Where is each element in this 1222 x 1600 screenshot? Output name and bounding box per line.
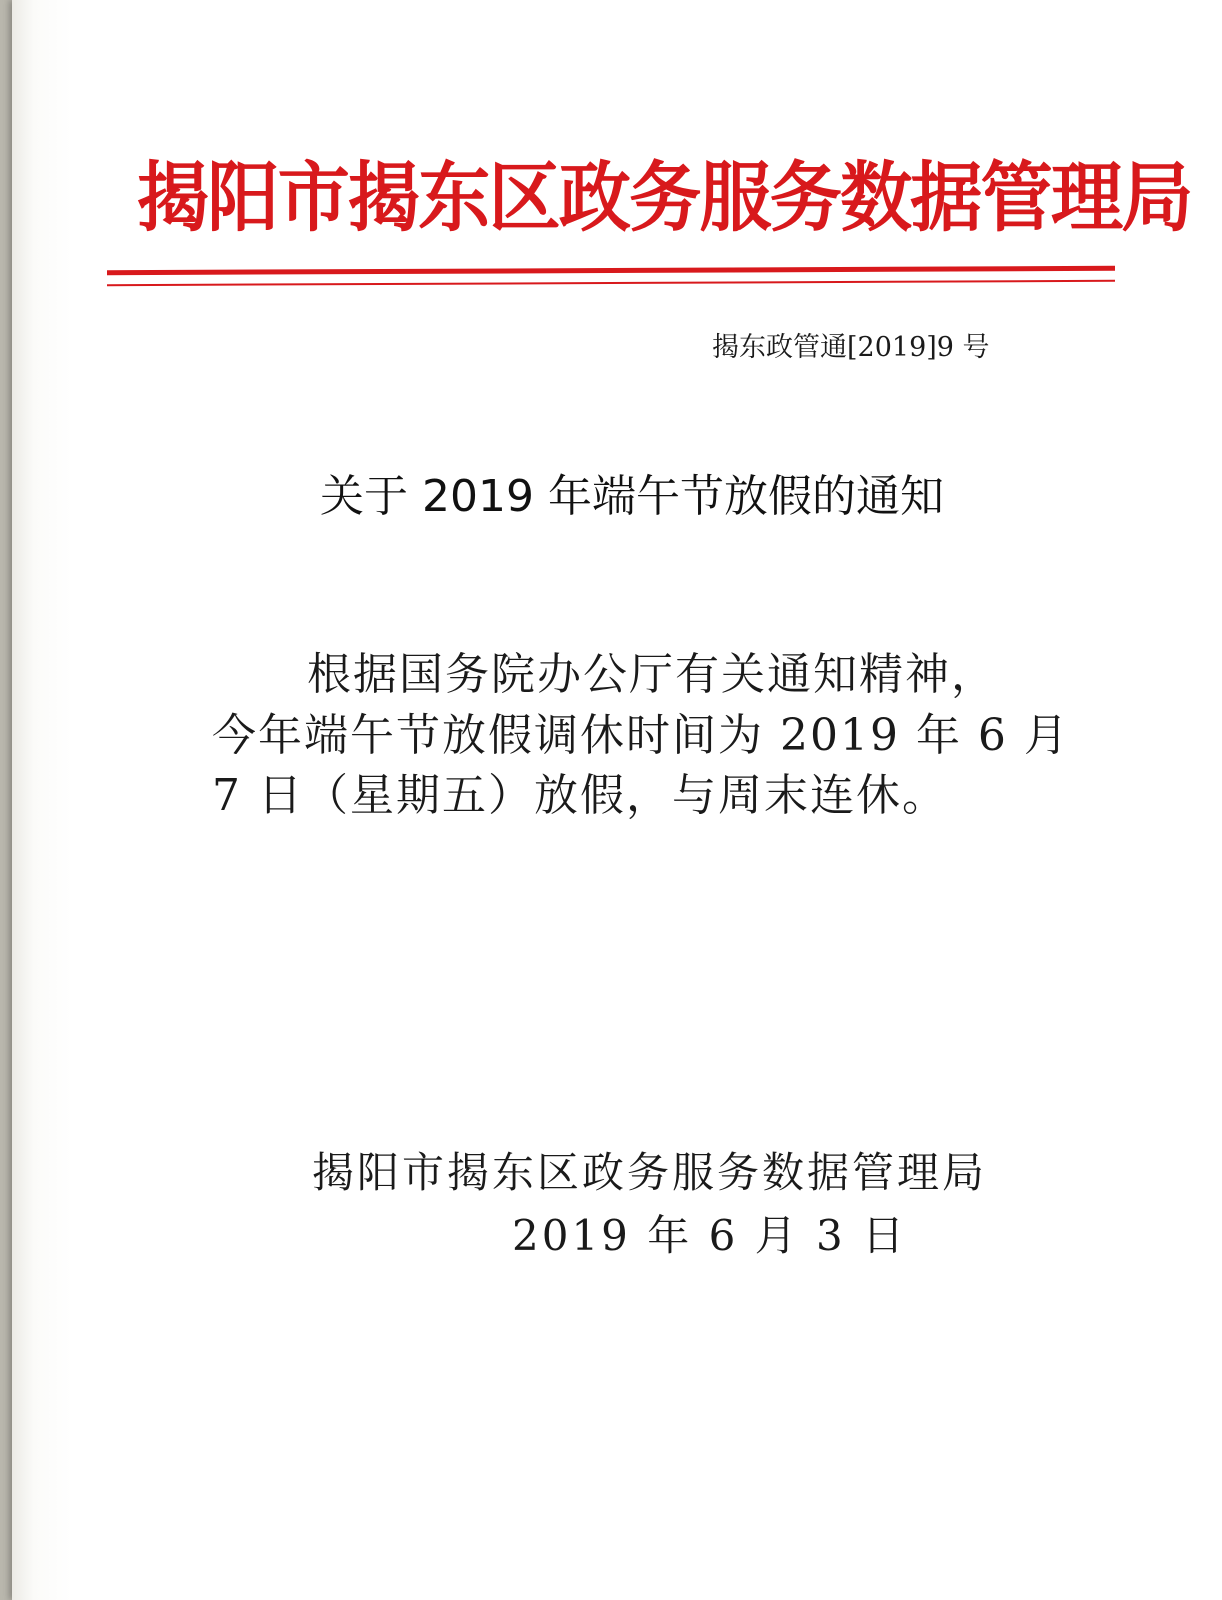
header-rule-thin [107, 280, 1115, 286]
header-rule-thick [107, 266, 1115, 275]
issuer-header-title: 揭阳市揭东区政务服务数据管理局 [137, 153, 1192, 242]
body-line-1: 根据国务院办公厅有关通知精神， [307, 649, 997, 700]
signature-date: 2019 年 6 月 3 日 [512, 1211, 908, 1260]
body-line-2: 今年端午节放假调休时间为 2019 年 6 月 [212, 710, 1070, 761]
document-page [12, 0, 1222, 1600]
signature-organization: 揭阳市揭东区政务服务数据管理局 [312, 1148, 988, 1197]
notice-title: 关于 2019 年端午节放假的通知 [320, 471, 944, 522]
document-number: 揭东政管通[2019]9 号 [712, 332, 990, 363]
body-line-3: 7 日（星期五）放假，与周末连休。 [212, 770, 948, 821]
